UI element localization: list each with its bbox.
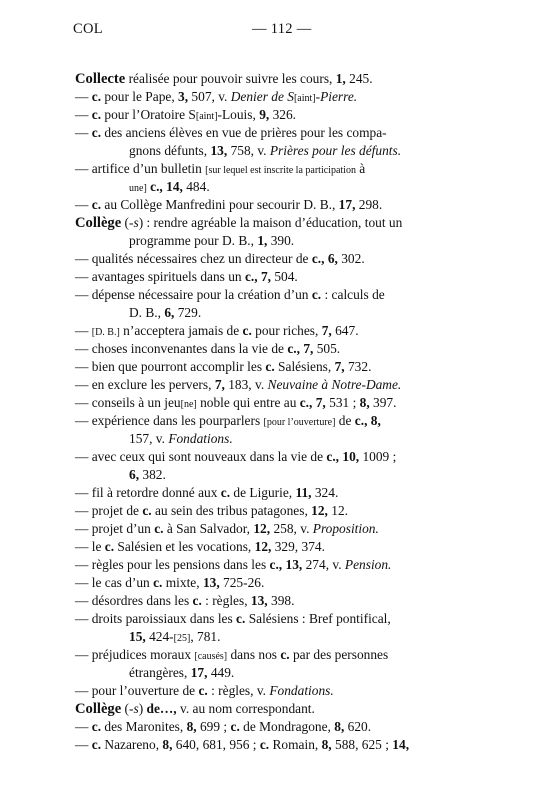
text-run: 324. [311, 485, 339, 500]
bold-text: 6, [327, 251, 338, 266]
text-run: 505. [313, 341, 341, 356]
text-run: — qualités nécessaires chez un directeur de [75, 251, 312, 266]
italic-text: Neuvaine à Notre-Dame. [267, 377, 402, 392]
text-run: — préjudices moraux [75, 647, 195, 662]
text-run: 449. [207, 665, 235, 680]
entry-line [75, 736, 409, 754]
text-run: pour le Pape, [101, 89, 179, 104]
entry-line [75, 394, 396, 414]
italic-text: -s [129, 215, 139, 230]
text-run: au sein des tribus patagones, [151, 503, 312, 518]
entry-line [75, 250, 365, 268]
entry-line [75, 448, 396, 466]
bold-text: c. [259, 737, 270, 752]
text-run: de Ligurie, [230, 485, 296, 500]
text-run: par des personnes [289, 647, 389, 662]
text-run: étrangères, [129, 665, 191, 680]
italic-text: Fondations. [269, 683, 334, 698]
bold-text: 12, [253, 521, 271, 536]
bold-text: c. [91, 737, 102, 752]
text-run: programme pour D. B., [129, 233, 258, 248]
text-run: 12. [327, 503, 348, 518]
italic-text: Pension. [344, 557, 392, 572]
bold-text: c. [154, 521, 164, 536]
entry-line [75, 160, 365, 180]
text-run: — expérience dans les pourparlers [75, 413, 264, 428]
bold-text: 6, [129, 467, 140, 482]
text-run: au Collège Manfredini pour secourir D. B., [101, 197, 339, 212]
entry-line [75, 502, 348, 520]
text-run: 274, v. [302, 557, 345, 572]
text-run: pour l’Oratoire S [101, 107, 196, 122]
editorial-insertion: [sur lequel est inscrite la participation [205, 165, 356, 176]
entry-line [75, 106, 296, 126]
entry-line [75, 646, 388, 666]
italic-text: Denier de [230, 89, 288, 104]
bold-text: 8, [359, 395, 370, 410]
entry-line [75, 718, 371, 736]
bold-text: 15, [129, 629, 146, 644]
text-run: n’acceptera jamais de [119, 323, 243, 338]
text-run: dans nos [227, 647, 281, 662]
bold-text: 1, [335, 71, 346, 86]
entry-line [75, 556, 391, 574]
bold-text: 13, [285, 557, 303, 572]
bold-text: c., [150, 179, 163, 194]
text-run: Salésiens : Bref pontifical, [245, 611, 391, 626]
text-run: 245. [345, 71, 373, 86]
text-run: de Mondragone, [239, 719, 335, 734]
entry-line [75, 592, 294, 610]
bold-text: c. [153, 575, 163, 590]
entry-continuation-line [129, 304, 201, 322]
editorial-insertion: [25] [173, 633, 191, 644]
text-run: 729. [174, 305, 202, 320]
bold-text: 3, [178, 89, 189, 104]
text-run: v. au nom correspondant. [176, 701, 315, 716]
text-run: 507, v. [188, 89, 231, 104]
entry-line [75, 700, 315, 718]
bold-text: 7, [334, 359, 345, 374]
text-run: de [335, 413, 355, 428]
entry-continuation-line [129, 628, 220, 648]
text-run: — artifice d’un bulletin [75, 161, 206, 176]
bold-text: 8, [321, 737, 332, 752]
text-run: — conseils à un jeu [75, 395, 181, 410]
text-run: D. B., [129, 305, 165, 320]
bold-text: 6, [164, 305, 175, 320]
text-run: des anciens élèves en vue de prières pour les compa- [101, 125, 387, 140]
bold-text: c. [192, 593, 202, 608]
entry-line [75, 520, 379, 538]
text-run: 390. [267, 233, 295, 248]
bold-text: c. [91, 107, 102, 122]
text-run: : calculs de [321, 287, 385, 302]
bold-text: c. [91, 197, 102, 212]
text-run: à San Salvador, [163, 521, 254, 536]
text-run: — projet d’un [75, 521, 155, 536]
bold-text: 17, [190, 665, 208, 680]
text-run: 531 ; [325, 395, 360, 410]
text-run: — choses inconvenantes dans la vie de [75, 341, 288, 356]
text-run: — droits paroissiaux dans les [75, 611, 237, 626]
text-run: — [75, 107, 92, 122]
text-run: noble qui entre au [196, 395, 300, 410]
text-run: — le [75, 539, 105, 554]
entry-line [75, 484, 338, 502]
entry-line [75, 322, 359, 342]
bold-text: 1, [257, 233, 268, 248]
running-head-letters: COL [73, 21, 103, 37]
text-run: 758, v. [227, 143, 270, 158]
text-run: Salésien et les vocations, [114, 539, 255, 554]
text-run: 647. [331, 323, 359, 338]
text-run: — avantages spirituels dans un [75, 269, 245, 284]
text-run: — en exclure les pervers, [75, 377, 215, 392]
bold-text: c. [311, 287, 322, 302]
text-run: — [75, 323, 92, 338]
bold-text: c. [142, 503, 152, 518]
page-number: — 112 — [252, 21, 312, 37]
text-run: gnons défunts, [129, 143, 211, 158]
bold-text: c., [287, 341, 300, 356]
text-run: 326. [269, 107, 297, 122]
text-run: — [75, 737, 92, 752]
text-run: : règles, v. [207, 683, 270, 698]
text-run: 1009 ; [359, 449, 397, 464]
bold-text: Collecte [75, 71, 126, 87]
entry-line [75, 88, 357, 108]
editorial-insertion: une] [129, 183, 147, 194]
text-run: 298. [355, 197, 383, 212]
bold-text: de…, [146, 701, 177, 716]
entry-line [75, 610, 391, 628]
entry-continuation-line [129, 466, 166, 484]
bold-text: c. [91, 125, 102, 140]
bold-text: c. [265, 359, 275, 374]
bold-text: c., [354, 413, 368, 428]
text-run: mixte, [162, 575, 203, 590]
text-run: 183, v. [224, 377, 268, 392]
text-run: 382. [139, 467, 166, 482]
text-run: Salésiens, [274, 359, 335, 374]
text-run: — règles pour les pensions dans les [75, 557, 270, 572]
entry-continuation-line [129, 664, 234, 682]
text-run: 725-26. [219, 575, 265, 590]
bold-text: 7, [260, 269, 271, 284]
bold-text: c. [242, 323, 252, 338]
text-run: 588, 625 ; [331, 737, 393, 752]
editorial-insertion: [D. B.] [91, 327, 120, 338]
bold-text: 8, [334, 719, 345, 734]
text-run: — désordres dans les [75, 593, 193, 608]
editorial-insertion: [causés] [194, 651, 228, 662]
bold-text: 17, [338, 197, 356, 212]
text-run: 258, v. [270, 521, 313, 536]
entry-line [75, 70, 373, 88]
text-run: à [355, 161, 366, 176]
text-run: 504. [271, 269, 298, 284]
text-run: — fil à retordre donné aux [75, 485, 221, 500]
text-run: — [75, 719, 92, 734]
bold-text: c., [244, 269, 258, 284]
italic-text: Fondations. [168, 431, 233, 446]
text-run: 699 ; [196, 719, 231, 734]
text-run: — avec ceux qui sont nouveaux dans la vie de [75, 449, 327, 464]
bold-text: 8, [370, 413, 381, 428]
text-run: — bien que pourront accomplir les [75, 359, 266, 374]
entry-line [75, 376, 401, 394]
italic-text: S [287, 89, 294, 104]
text-run: 302. [337, 251, 365, 266]
bold-text: c. [220, 485, 231, 500]
bold-text: 12, [311, 503, 328, 518]
text-run: Romain, [269, 737, 322, 752]
text-run: 732. [344, 359, 372, 374]
text-run: 398. [267, 593, 295, 608]
bold-text: c. [230, 719, 240, 734]
bold-text: 7, [214, 377, 225, 392]
editorial-insertion: [aint] [293, 93, 316, 104]
text-run: 397. [369, 395, 397, 410]
bold-text: 14, [392, 737, 410, 752]
bold-text: c. [91, 89, 102, 104]
bold-text: 13, [202, 575, 220, 590]
entry-line [75, 538, 325, 556]
entry-line [75, 214, 402, 232]
bold-text: 10, [342, 449, 360, 464]
text-run: -Louis, [217, 107, 260, 122]
bold-text: Collège [75, 215, 122, 231]
bold-text: c. [91, 719, 102, 734]
entry-continuation-line [129, 232, 294, 250]
italic-text: -Pierre. [315, 89, 358, 104]
entry-line [75, 196, 382, 214]
text-run: — pour l’ouverture de [75, 683, 199, 698]
text-run: ) [138, 701, 147, 716]
text-run: ( [121, 701, 130, 716]
text-run: , 781. [190, 629, 221, 644]
bold-text: 9, [259, 107, 270, 122]
text-run: ( [121, 215, 130, 230]
bold-text: c., [299, 395, 313, 410]
editorial-insertion: [pour l’ouverture] [263, 417, 336, 428]
entry-line [75, 124, 387, 142]
entry-line [75, 682, 334, 700]
italic-text: -s [129, 701, 139, 716]
bold-text: c. [236, 611, 246, 626]
text-run: 424- [145, 629, 174, 644]
bold-text: c. [104, 539, 115, 554]
text-run: pour riches, [251, 323, 322, 338]
entry-continuation-line [129, 178, 210, 198]
bold-text: 7, [321, 323, 332, 338]
text-run: — projet de [75, 503, 143, 518]
italic-text: Proposition. [312, 521, 379, 536]
text-run: — le cas d’un [75, 575, 154, 590]
bold-text: 12, [254, 539, 272, 554]
bold-text: 7, [315, 395, 326, 410]
bold-text: 13, [250, 593, 268, 608]
editorial-insertion: [ne] [180, 399, 197, 410]
entry-continuation-line [129, 430, 233, 448]
text-run: 640, 681, 956 ; [172, 737, 260, 752]
bold-text: c. [280, 647, 290, 662]
bold-text: 11, [295, 485, 312, 500]
bold-text: 8, [186, 719, 197, 734]
entry-line [75, 412, 381, 432]
editorial-insertion: [aint] [195, 111, 218, 122]
text-run: 329, 374. [271, 539, 325, 554]
text-run: — [75, 89, 92, 104]
bold-text: c. [198, 683, 208, 698]
bold-text: 7, [303, 341, 314, 356]
entry-line [75, 358, 371, 376]
bold-text: 8, [162, 737, 173, 752]
text-run: des Maronites, [101, 719, 187, 734]
text-run: — [75, 197, 92, 212]
entry-line [75, 286, 385, 304]
bold-text: c., [311, 251, 325, 266]
italic-text: Prières pour les défunts. [269, 143, 402, 158]
bold-text: 13, [210, 143, 228, 158]
text-run: 620. [344, 719, 372, 734]
text-run: 484. [182, 179, 210, 194]
text-run: — dépense nécessaire pour la création d’un [75, 287, 312, 302]
text-run: Nazareno, [101, 737, 163, 752]
text-run: réalisée pour pouvoir suivre les cours, [125, 71, 336, 86]
bold-text: 14, [166, 179, 183, 194]
text-run: 157, v. [129, 431, 169, 446]
text-run: — [75, 125, 92, 140]
entry-line [75, 340, 340, 358]
text-run: : règles, [201, 593, 251, 608]
bold-text: c., [269, 557, 283, 572]
bold-text: c., [326, 449, 340, 464]
entry-line [75, 268, 298, 286]
text-run: ) : rendre agréable la maison d’éducation, tout un [138, 215, 403, 230]
entry-continuation-line [129, 142, 401, 160]
bold-text: Collège [75, 701, 122, 717]
entry-line [75, 574, 264, 592]
